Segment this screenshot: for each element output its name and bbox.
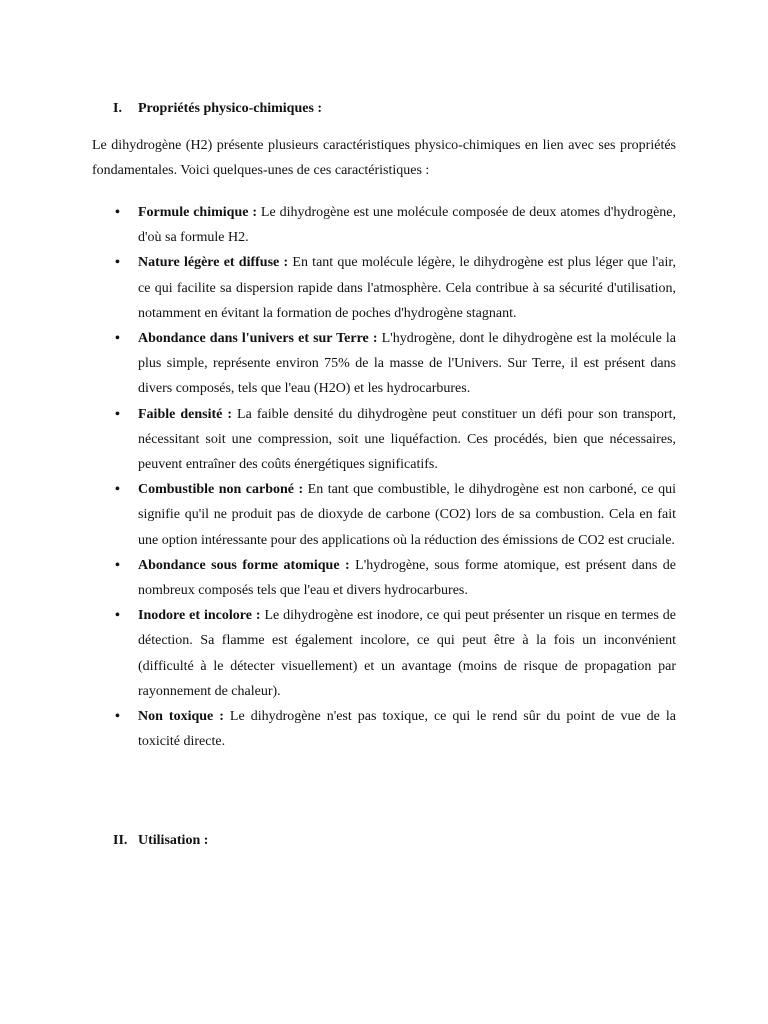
item-text: Le dihydrogène n'est pas toxique, ce qui le rend sûr du point de vue de la toxicité directe. bbox=[138, 709, 676, 750]
item-text: La faible densité du dihydrogène peut constituer un défi pour son transport, nécessitant soit une compression, soit une liquéfaction. Ces procédés, bien que nécessaires, peuvent entraîner des coûts énergétiques significatifs. bbox=[138, 406, 676, 473]
item-term: Formule chimique : bbox=[138, 205, 258, 220]
bullet-icon: • bbox=[115, 406, 120, 422]
section-number-2: II. bbox=[113, 833, 128, 848]
item-term: Nature légère et diffuse : bbox=[138, 255, 289, 271]
item-term: Faible densité : bbox=[138, 406, 233, 422]
item-text: Le dihydrogène est inodore, ce qui peut présenter un risque en termes de détection. Sa flamme est également incolore, ce qui peut être à la fois un inconvénient (difficulté à le détecter visuellement) et un avantage (moins de risque de propagation par rayonnement de chaleur). bbox=[138, 608, 676, 699]
list-item bbox=[0, 200, 676, 250]
properties-list bbox=[0, 200, 768, 754]
bullet-icon: • bbox=[115, 205, 120, 220]
section-title-2: Utilisation : bbox=[138, 833, 209, 848]
bullet-icon: • bbox=[115, 608, 120, 624]
item-term: Abondance dans l'univers et sur Terre : bbox=[138, 331, 378, 347]
list-item bbox=[0, 603, 676, 704]
item-text: Le dihydrogène est une molécule composée de deux atomes d'hydrogène, d'où sa formule H2. bbox=[138, 205, 676, 246]
list-item bbox=[0, 704, 676, 754]
intro-paragraph: Le dihydrogène (H2) présente plusieurs caractéristiques physico-chimiques en lien avec ses propriétés fondamentales. Voici quelques-unes de ces caractéristiques : bbox=[92, 138, 676, 178]
bullet-icon: • bbox=[115, 709, 120, 725]
item-term: Combustible non carboné : bbox=[138, 482, 304, 498]
item-text: En tant que molécule légère, le dihydrogène est plus léger que l'air, ce qui facilite sa dispersion rapide dans l'atmosphère. Cela contribue à sa sécurité d'utilisation, notamment en évitant la formation de poches d'hydrogène stagnant. bbox=[138, 255, 677, 321]
bullet-icon: • bbox=[115, 255, 120, 271]
bullet-icon: • bbox=[115, 557, 120, 573]
item-text: L'hydrogène, sous forme atomique, est présent dans de nombreux composés tels que l'eau et divers hydrocarbures. bbox=[138, 557, 676, 599]
bullet-icon: • bbox=[115, 331, 120, 347]
section-title-1: Propriétés physico-chimiques : bbox=[138, 101, 323, 116]
item-text: L'hydrogène, dont le dihydrogène est la molécule la plus simple, représente environ 75% de la masse de l'Univers. Sur Terre, il est présent dans divers composés, tels que l'eau (H2O) et les hydrocarbures. bbox=[138, 331, 676, 397]
section-number-1: I. bbox=[113, 101, 122, 116]
item-term: Non toxique : bbox=[138, 709, 224, 725]
section-heading-2 bbox=[113, 831, 208, 851]
list-item bbox=[0, 553, 676, 603]
item-text: En tant que combustible, le dihydrogène est non carboné, ce qui signifie qu'il ne produit pas de dioxyde de carbone (CO2) lors de sa combustion. Cela en fait une option intéressante pour des applications où la réduction des émissions de CO2 est cruciale. bbox=[138, 482, 676, 548]
bullet-icon: • bbox=[115, 482, 120, 498]
item-term: Abondance sous forme atomique : bbox=[138, 557, 350, 573]
item-term: Inodore et incolore : bbox=[138, 608, 261, 624]
list-item bbox=[0, 326, 676, 402]
section-heading-1 bbox=[113, 99, 322, 119]
list-item bbox=[0, 250, 676, 326]
list-item bbox=[0, 477, 676, 553]
list-item bbox=[0, 402, 676, 478]
